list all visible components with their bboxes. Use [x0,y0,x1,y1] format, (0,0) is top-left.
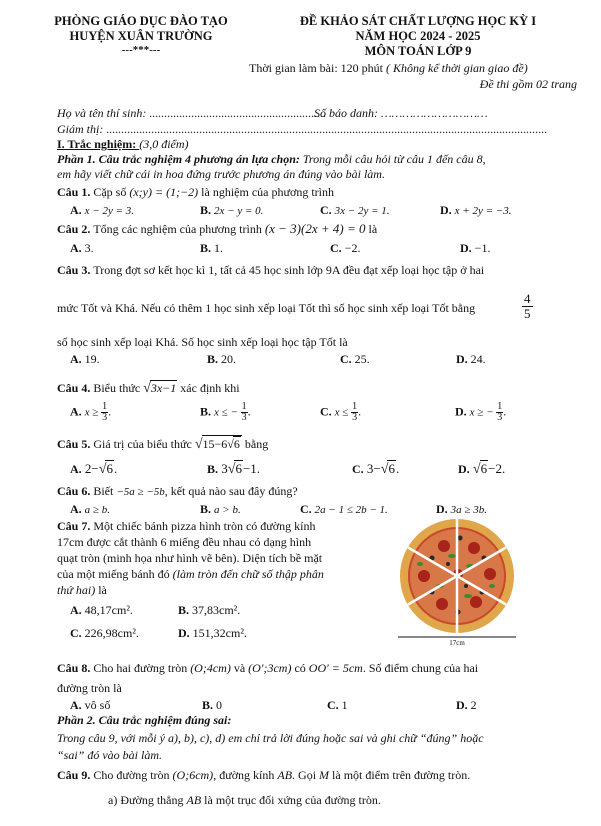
option-text: x − 2y = 3. [84,205,135,217]
question-5-option-d[interactable] [458,460,505,478]
option-letter: B. [202,698,214,712]
question-9-text-4: là một điểm trên đường tròn. [329,768,471,782]
question-8-option-a[interactable] [70,698,110,713]
question-9-text-3: . Gọi [292,768,320,782]
question-2-label: Câu 2. [57,222,94,236]
question-2-option-b[interactable] [200,241,223,256]
question-5-radicand [202,435,242,452]
option-letter: A. [70,502,82,516]
question-7-line4 [57,567,324,582]
option-text-tail: . [395,461,400,476]
option-text: x ≥ [84,406,102,419]
question-1-text-tail: là nghiệm của phương trình [198,185,334,199]
question-1-math: (x;y) = (1;−2) [129,185,199,199]
radicand: 6 [388,461,395,476]
radicand-outer: 15−6 [202,437,228,451]
question-5-label: Câu 5. [57,437,94,451]
question-3-line2: mức Tốt và Khá. Nếu có thêm 1 học sinh xếp loại Tốt thì số học sinh xếp loại Tốt bằng [57,301,476,315]
question-7-line5-note: thứ hai) [57,583,96,597]
radical-sign: √ [380,462,389,477]
option-text-tail: −2. [488,461,506,476]
header-separator: ---***--- [121,44,161,56]
item-a-math: AB [186,793,202,807]
department-name: PHÒNG GIÁO DỤC ĐÀO TẠO [54,14,228,28]
option-text: a ≥ b. [84,504,110,516]
question-2-math: (x − 3)(2x + 4) = 0 [264,221,366,236]
question-1-option-c[interactable] [320,203,390,218]
option-text: 3. [84,241,94,255]
part-2-desc-line2: “sai” đó vào bài làm. [57,748,163,762]
option-letter: B. [207,462,219,476]
radicand-inner: 6 [233,437,240,451]
part-1-desc-line1: Trong mỗi câu hỏi từ câu 1 đến câu 8, [302,152,486,166]
district-name: HUYỆN XUÂN TRƯỜNG [69,29,213,43]
question-7-text: Một chiếc bánh pizza hình tròn có đường kính [93,519,316,533]
radical-sign: √ [143,381,151,396]
fraction-numerator: 4 [524,291,531,306]
question-4-option-d[interactable]: D. x ≥ − $\frac{1}{3}$ . [455,401,507,423]
option-text: 19. [84,352,100,366]
question-1-label: Câu 1. [57,185,94,199]
option-letter: A. [70,462,82,476]
section-1-title: I. Trắc nghiệm: [57,137,140,151]
option-text: −2. [344,241,361,255]
question-3-text: Trong đợt sơ kết học kì 1, tất cả 45 học sinh lớp 9A đều đạt xếp loại học tập ở hai [93,263,485,277]
option-letter: A. [70,241,82,255]
question-8-label: Câu 8. [57,661,94,675]
question-8-option-d[interactable] [456,698,477,713]
radicand: 6 [235,461,242,476]
option-text: 2x − y = 0. [214,205,264,217]
candidate-name-row [57,106,326,121]
option-text: 2a − 1 ≤ 2b − 1. [314,504,388,516]
question-6-option-d[interactable] [436,502,487,517]
proctor-field[interactable]: ................................................................................................................................................... [106,122,548,136]
question-6-option-b[interactable] [200,502,241,517]
option-letter: B. [178,603,190,617]
fraction-denominator: 3 [352,412,358,423]
option-text: 1. [214,241,224,255]
question-6 [57,484,298,499]
option-text: 3a ≥ 3b. [450,504,487,516]
question-3-option-b[interactable] [207,352,236,367]
question-1 [57,185,334,200]
subject-title: MÔN TOÁN LỚP 9 [364,44,472,58]
fraction-denominator: 3 [497,412,503,423]
question-6-option-a[interactable] [70,502,110,517]
question-8-option-b[interactable] [202,698,222,713]
question-5-option-c[interactable] [352,460,399,478]
option-text: 24. [470,352,486,366]
radical-sign: √ [227,437,234,451]
question-3-option-c[interactable] [340,352,370,367]
question-1-option-d[interactable] [440,203,511,218]
question-2 [57,221,377,237]
question-2-text: Tổng các nghiệm của phương trình [93,222,265,236]
question-9-math-3: M [319,768,330,782]
question-6-text: Biết [93,484,117,498]
question-8-text-4: . Số điểm chung của hai [362,661,479,675]
question-7-line2: 17cm được cắt thành 6 miếng đều nhau có dạng hình [57,535,312,549]
option-letter: D. [178,626,190,640]
question-6-math: −5a ≥ −5b [116,486,165,498]
option-letter: C. [300,502,312,516]
time-limit-text: Thời gian làm bài: 120 phút [249,61,386,75]
option-letter: D. [440,203,452,217]
question-8-text-2: và [230,661,249,675]
radicand: 6 [480,461,488,476]
question-8 [57,661,478,676]
option-letter: C. [70,626,82,640]
option-letter: D. [456,698,468,712]
question-9-math-2: AB [277,768,293,782]
question-8-option-c[interactable] [327,698,348,713]
question-8-math-3: OO′ = 5cm [308,661,363,675]
question-2-option-d[interactable] [460,241,490,256]
option-letter: C. [320,203,332,217]
question-7-option-c[interactable] [70,626,139,641]
question-4-text: Biểu thức [93,381,144,395]
diameter-label: 17cm [449,639,465,647]
school-year: NĂM HỌC 2024 - 2025 [355,29,481,43]
part-1-title: Phần 1. Câu trắc nghiệm 4 phương án lựa chọn: [57,152,303,166]
proctor-label: Giám thị: [57,122,107,136]
item-a-tail: là một trục đối xứng của đường tròn. [201,793,381,807]
part-2-title: Phần 2. Câu trắc nghiệm đúng sai: [57,713,232,727]
fraction-denominator: 3 [102,412,108,423]
option-letter: C. [330,241,342,255]
fraction-numerator: 1 [102,401,108,412]
option-text: 2− [84,461,99,476]
part-1-desc-line2: em hãy viết chữ cái in hoa đứng trước phương án đúng vào bài làm. [57,167,385,181]
option-text: 226,98cm². [84,626,139,640]
time-limit-note: ( Không kể thời gian giao đề) [386,61,528,75]
candidate-name-field[interactable]: ........................................................... [149,106,327,120]
radical-sign: √ [98,462,107,477]
option-text: 20. [221,352,237,366]
option-letter: B. [200,404,212,419]
section-1-heading [57,137,189,152]
section-1-points: (3,0 điểm) [139,137,189,151]
option-text: 3 [221,461,228,476]
option-text: 0 [216,698,223,712]
question-3-option-d[interactable] [456,352,486,367]
question-3-line3: số học sinh xếp loại Khá. Số học sinh xếp loại học tập Tốt là [57,335,348,349]
option-text: 2 [470,698,477,712]
option-letter: A. [70,352,82,366]
proctor-row [57,122,577,137]
question-4-radicand: 3x−1 [150,381,177,395]
question-7-line5-tail: là [95,583,107,597]
option-letter: D. [458,462,470,476]
option-text: a > b. [214,504,241,516]
fraction-denominator: 3 [241,412,247,423]
option-letter: B. [200,241,212,255]
question-5 [57,435,268,453]
question-3-line1 [57,263,484,278]
question-7-label: Câu 7. [57,519,94,533]
option-letter: C. [320,404,332,419]
option-text: 37,83cm². [192,603,241,617]
option-text: −1. [474,241,491,255]
question-4-option-b[interactable]: B. x ≤ − $\frac{1}{3}$ . [200,401,251,423]
question-7-option-d[interactable] [178,626,247,641]
question-2-option-c[interactable] [330,241,360,256]
fraction-numerator: 1 [241,401,247,412]
radical-sign: √ [472,462,481,477]
question-7-line1 [57,519,315,534]
pizza-figure [392,516,522,650]
question-1-option-a[interactable] [70,203,134,218]
radical-sign: √ [194,437,203,452]
option-letter: D. [456,352,468,366]
question-4-option-a[interactable]: A. x ≥ $\frac{1}{3}$ . [70,401,112,423]
option-text: x ≤ − [214,406,241,419]
option-text: 25. [354,352,370,366]
question-3-option-a[interactable] [70,352,100,367]
page-count-note: Đề thi gồm 02 trang [479,77,577,91]
question-7-line5 [57,583,107,598]
fraction-numerator: 1 [352,401,358,412]
candidate-id-field[interactable]: ………………………… [381,106,488,120]
question-4-label: Câu 4. [57,381,94,395]
fraction-numerator: 1 [497,401,503,412]
candidate-id-row [314,106,488,121]
question-4 [57,380,240,397]
option-letter: A. [70,603,82,617]
option-letter: A. [70,698,82,712]
question-5-text-tail: bằng [241,437,269,451]
candidate-name-label: Họ và tên thí sinh: [57,106,150,120]
radicand: 6 [106,461,113,476]
question-2-option-a[interactable] [70,241,94,256]
option-text: 1 [341,698,348,712]
question-5-option-a[interactable] [70,460,117,478]
question-9 [57,768,470,783]
option-letter: A. [70,203,82,217]
question-8-line2: đường tròn là [57,681,122,695]
time-limit [249,61,528,76]
exam-title: ĐỀ KHẢO SÁT CHẤT LƯỢNG HỌC KỲ I [299,14,537,28]
question-8-text-3: có [291,661,309,675]
question-4-text-tail: xác định khi [177,381,240,395]
question-9-math-1: (O;6cm) [172,768,214,782]
question-7-option-b[interactable] [178,603,240,618]
fraction-denominator: 5 [524,305,531,321]
question-6-label: Câu 6. [57,484,94,498]
question-6-option-c[interactable] [300,502,388,517]
pizza-illustration [400,519,514,633]
question-9-label: Câu 9. [57,768,94,782]
option-text: 3− [366,461,381,476]
option-text: x + 2y = −3. [454,205,512,217]
option-text: x ≥ − [469,406,497,419]
option-text: 3x − 2y = 1. [334,205,390,217]
question-8-math-2: (O′;3cm) [248,661,292,675]
option-letter: C. [327,698,339,712]
radical-sign: √ [227,462,236,477]
option-letter: B. [200,203,212,217]
option-text: x ≤ [334,406,352,419]
option-letter: C. [352,462,364,476]
question-9-item-a [108,793,381,808]
item-a-text: a) Đường thẳng [108,793,187,807]
option-letter: D. [455,404,467,419]
question-4-option-c[interactable]: C. x ≤ $\frac{1}{3}$ . [320,401,362,423]
option-letter: A. [70,404,82,419]
part-1-heading [57,152,486,167]
question-1-option-b[interactable] [200,203,263,218]
question-8-text: Cho hai đường tròn [93,661,191,675]
question-6-text-tail: , kết quả nào sau đây đúng? [164,484,298,498]
option-text: vô số [84,698,111,712]
question-7-option-a[interactable] [70,603,133,618]
option-letter: B. [207,352,219,366]
question-9-text: Cho đường tròn [93,768,173,782]
question-3-label: Câu 3. [57,263,94,277]
question-5-text: Giá trị của biểu thức [93,437,195,451]
question-3-fraction [522,292,533,320]
question-7-line3: quạt tròn (minh họa như hình vẽ bên). Diện tích bề mặt [57,551,323,565]
question-8-math-1: (O;4cm) [190,661,231,675]
part-2-desc-line1: Trong câu 9, với mỗi ý a), b), c), d) em chỉ trả lời đúng hoặc sai và ghi chữ “đúng” hoặc [57,731,484,745]
question-7-line4-text: của một miếng bánh đó [57,567,173,581]
option-letter: C. [340,352,352,366]
option-letter: D. [460,241,472,255]
question-9-text-2: , đường kính [213,768,278,782]
option-letter: B. [200,502,212,516]
question-2-text-tail: là [365,222,378,236]
question-5-option-b[interactable] [207,460,260,478]
option-text: 48,17cm². [84,603,133,617]
option-letter: D. [436,502,448,516]
option-text-tail: . [113,461,118,476]
candidate-id-label: Số báo danh: [314,106,381,120]
question-1-text: Cặp số [93,185,130,199]
option-text-tail: −1. [242,461,261,476]
option-text: 151,32cm². [192,626,247,640]
question-7-line4-note: (làm tròn đến chữ số thập phân [172,567,324,581]
